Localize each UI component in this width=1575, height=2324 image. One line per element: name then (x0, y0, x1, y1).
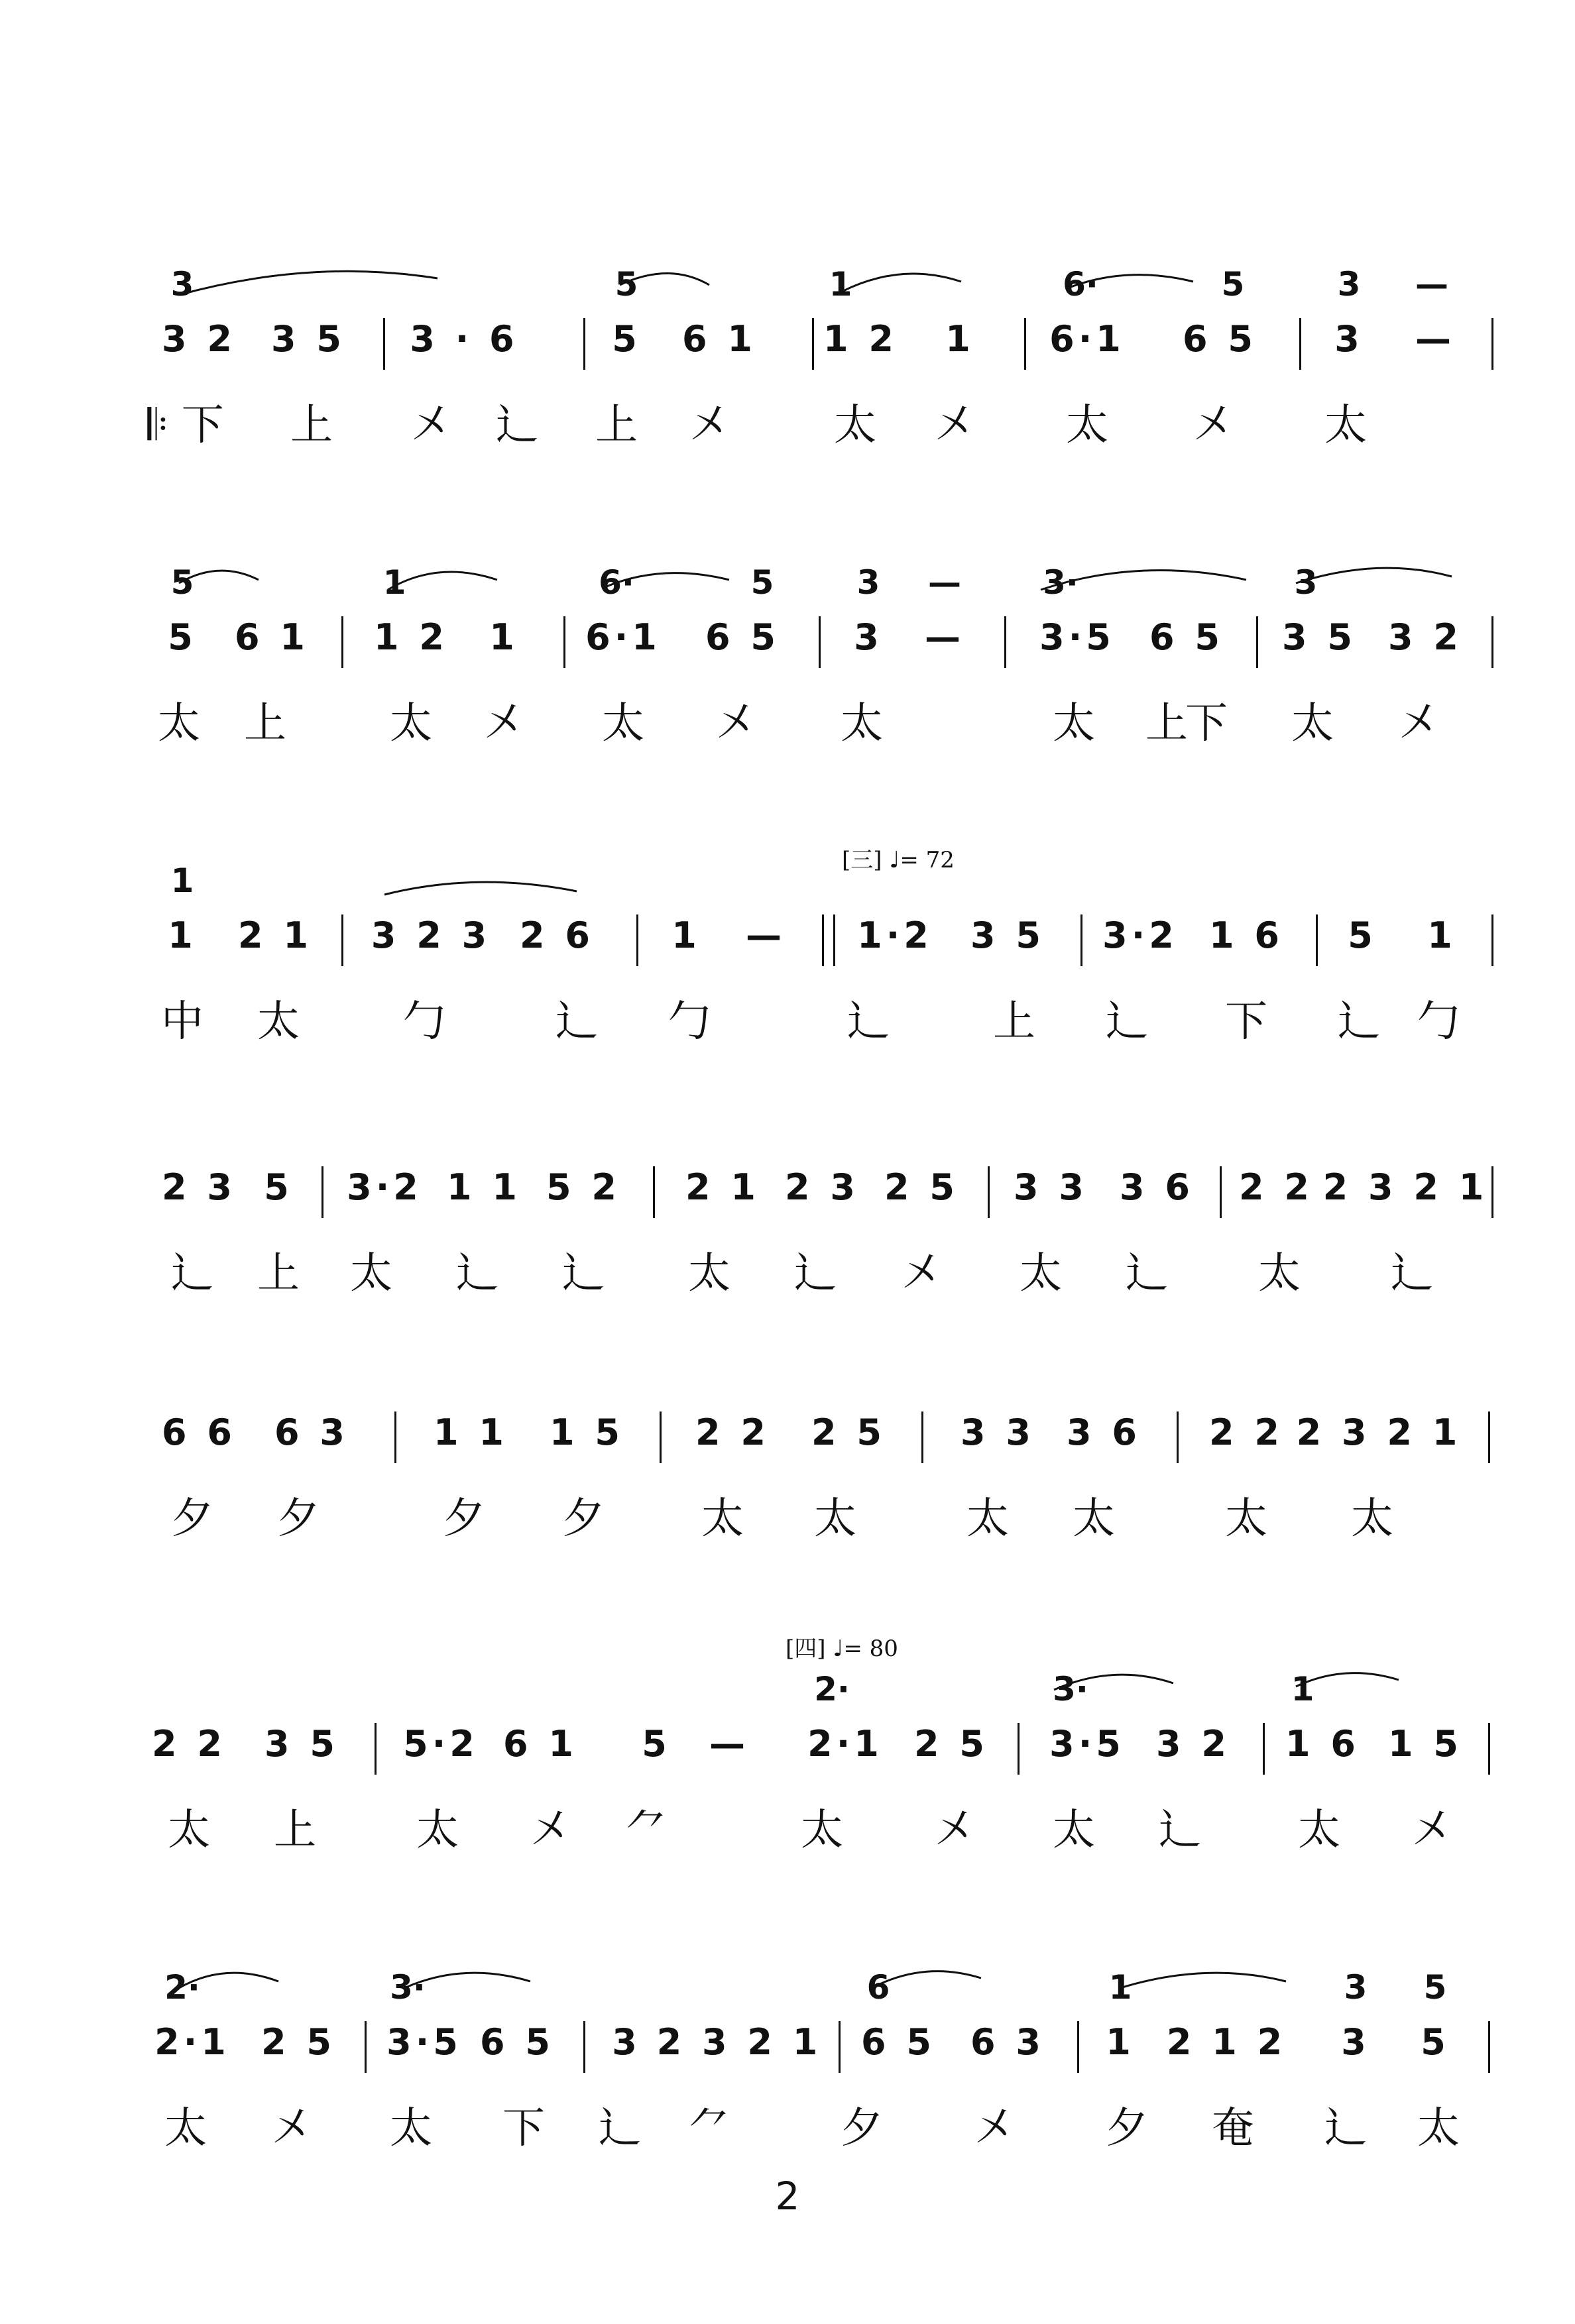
barline (365, 2021, 367, 2073)
upper-note: 5 (750, 563, 774, 602)
note-group: 6·1 (1049, 318, 1125, 360)
tablature-glyph: 太 (350, 1249, 392, 1298)
tablature-glyph: ⻌ (599, 2104, 641, 2153)
note-group: 2 6 (520, 914, 594, 956)
note-group: 2 5 (884, 1166, 959, 1208)
note-group: 1 (168, 914, 197, 956)
tablature-glyph: 夕 (277, 1494, 320, 1543)
tablature-glyph: 上 (290, 401, 333, 450)
note-group: — (1415, 318, 1455, 360)
tablature-glyph: 中 (161, 997, 204, 1046)
barline (1220, 1166, 1222, 1218)
upper-note: 3 (1294, 563, 1318, 602)
barline (1491, 318, 1493, 370)
tablature-glyph: 㐅 (1397, 699, 1440, 748)
note-group: 3 3 (961, 1411, 1035, 1453)
tablature-glyph: 太 (390, 699, 432, 748)
note-group: 1 (1427, 914, 1456, 956)
note-group: 1 (671, 914, 701, 956)
upper-note: 3 (170, 265, 194, 304)
note-group: 2·1 (807, 1723, 883, 1765)
note-group: 1 (1106, 2021, 1135, 2063)
note-group: 1 (945, 318, 974, 360)
note-group: 5·2 (403, 1723, 479, 1765)
note-group: 6 3 (274, 1411, 349, 1453)
page-number: 2 (775, 2174, 800, 2219)
note-group: 3 2 (1156, 1723, 1230, 1765)
barline (1080, 914, 1082, 966)
tablature-glyph: 勹 (1417, 997, 1460, 1046)
note-group: 3 5 (271, 318, 345, 360)
upper-note: 6· (599, 563, 634, 602)
tablature-glyph: 太 (1073, 1494, 1115, 1543)
note-group: 3·5 (386, 2021, 462, 2063)
tablature-glyph: 㐅 (270, 2104, 313, 2153)
section-tempo-mark: [三] ♩= 72 (842, 847, 955, 873)
tablature-glyph: 下 (1225, 997, 1267, 1046)
tablature-glyph: 下 (1185, 699, 1228, 748)
note-group: 3 (1334, 318, 1364, 360)
tablature-glyph: 㐅 (715, 699, 757, 748)
barline (341, 914, 343, 966)
tablature-glyph: 太 (1298, 1806, 1340, 1855)
barline (1491, 1166, 1493, 1218)
tablature-glyph: ⻌ (1391, 1249, 1433, 1298)
note-group: 6·1 (585, 616, 661, 658)
barline (583, 2021, 585, 2073)
upper-note: — (1415, 265, 1448, 304)
barline (653, 1166, 655, 1218)
tablature-glyph: ⻌ (794, 1249, 837, 1298)
note-group: 3 6 (1067, 1411, 1141, 1453)
upper-note: 1 (829, 265, 852, 304)
tablature-glyph: ⻌ (1338, 997, 1380, 1046)
tablature-glyph: 勹 (403, 997, 445, 1046)
tablature-glyph: 太 (158, 699, 200, 748)
upper-note: 1 (1108, 1968, 1132, 2007)
note-group: 2 1 (238, 914, 312, 956)
note-group: 5 (642, 1723, 671, 1765)
barline (563, 616, 565, 668)
tablature-glyph: 㐅 (529, 1806, 571, 1855)
double-barline (822, 914, 835, 966)
barline (988, 1166, 990, 1218)
note-group: 2 1 (685, 1166, 760, 1208)
tablature-glyph: 勹 (668, 997, 711, 1046)
tablature-glyph: 太 (1417, 2104, 1460, 2153)
tablature-glyph: 太 (1225, 1494, 1267, 1543)
tablature-glyph: 太 (1020, 1249, 1062, 1298)
note-group: 3 (854, 616, 883, 658)
note-group: 3 6 (1120, 1166, 1194, 1208)
upper-note: 1 (1291, 1670, 1314, 1708)
tablature-glyph: 夕 (171, 1494, 213, 1543)
tablature-glyph: 㐅 (900, 1249, 943, 1298)
tablature-glyph: 㐅 (933, 401, 976, 450)
upper-note: 3 (856, 563, 880, 602)
barline (1488, 2021, 1490, 2073)
upper-note: 5 (614, 265, 638, 304)
barline (583, 318, 585, 370)
tablature-glyph: 奄 (1212, 2104, 1254, 2153)
note-group: 6 5 (1149, 616, 1224, 658)
note-group: 3 · 6 (410, 318, 518, 360)
tablature-glyph: ⻌ (562, 1249, 605, 1298)
tablature-glyph: 夕 (443, 1494, 485, 1543)
note-group: 1 6 (1285, 1723, 1360, 1765)
note-group: 3 (1341, 2021, 1370, 2063)
note-group: 5 (1421, 2021, 1450, 2063)
tablature-glyph: 太 (1351, 1494, 1393, 1543)
tablature-glyph: 太 (257, 997, 300, 1046)
upper-note: 6· (1063, 265, 1098, 304)
upper-note: 2· (164, 1968, 200, 2007)
tablature-glyph: 㐅 (483, 699, 525, 748)
note-group: 1 5 (550, 1411, 624, 1453)
tablature-glyph: 上 (244, 699, 286, 748)
upper-note: 3· (1053, 1670, 1088, 1708)
note-group: 3 5 (264, 1723, 339, 1765)
tablature-glyph: 㐅 (410, 401, 452, 450)
upper-note: 5 (1221, 265, 1245, 304)
tablature-glyph: 太 (168, 1806, 210, 1855)
note-group: 3 5 (1282, 616, 1356, 658)
barline (819, 616, 821, 668)
barline (812, 318, 814, 370)
note-group: 6 6 (162, 1411, 236, 1453)
barline (1077, 2021, 1079, 2073)
tablature-glyph: ⻌ (1324, 2104, 1367, 2153)
note-group: 2 1 2 (1166, 2021, 1287, 2063)
note-group: 2 3 (162, 1166, 236, 1208)
barline (636, 914, 638, 966)
note-group: 5 (1348, 914, 1377, 956)
upper-note: — (928, 563, 961, 602)
tablature-glyph: 𝄆 下 (147, 401, 224, 450)
note-group: 2 2 (1239, 1166, 1313, 1208)
barline (660, 1411, 662, 1463)
note-group: 5 2 (546, 1166, 620, 1208)
tablature-glyph: 夕 (562, 1494, 605, 1543)
note-group: 3 3 (1014, 1166, 1088, 1208)
tablature-glyph: ⻌ (555, 997, 598, 1046)
tablature-glyph: ⺈ (688, 2104, 730, 2153)
barline (1316, 914, 1318, 966)
tablature-glyph: 太 (701, 1494, 744, 1543)
note-group: 1 1 (447, 1166, 521, 1208)
tablature-glyph: 上 (257, 1249, 300, 1298)
barline (1491, 914, 1493, 966)
tablature-glyph: ⻌ (171, 1249, 213, 1298)
barline (1177, 1411, 1179, 1463)
tablature-glyph: 㐅 (1192, 401, 1234, 450)
barline (394, 1411, 396, 1463)
barline (1024, 318, 1026, 370)
note-group: 2 2 (152, 1723, 226, 1765)
barline (1256, 616, 1258, 668)
note-group: — (709, 1723, 749, 1765)
note-group: 5 (168, 616, 197, 658)
upper-note: 1 (170, 861, 194, 900)
barline (341, 616, 343, 668)
tablature-glyph: 㐅 (933, 1806, 976, 1855)
barline (1004, 616, 1006, 668)
note-group: 3·2 (347, 1166, 422, 1208)
note-group: 5 (264, 1166, 293, 1208)
barline (1488, 1723, 1490, 1775)
note-group: 1 2 (823, 318, 898, 360)
tablature-glyph: 上 (1145, 699, 1188, 748)
tablature-glyph: 夕 (1106, 2104, 1148, 2153)
tablature-glyph: 上 (595, 401, 638, 450)
note-group: 1 1 (434, 1411, 508, 1453)
upper-note: 6 (866, 1968, 890, 2007)
upper-note: 2· (814, 1670, 850, 1708)
barline (1488, 1411, 1490, 1463)
tablature-glyph: 太 (164, 2104, 207, 2153)
note-group: 2 5 (811, 1411, 886, 1453)
note-group: 2 3 (785, 1166, 859, 1208)
tablature-glyph: ⻌ (1159, 1806, 1201, 1855)
tablature-glyph: 太 (1053, 1806, 1095, 1855)
tablature-glyph: 太 (1291, 699, 1334, 748)
note-group: 1 6 (1209, 914, 1283, 956)
upper-note: 5 (170, 563, 194, 602)
note-group: 6 1 (235, 616, 309, 658)
tablature-glyph: 㐅 (688, 401, 730, 450)
note-group: 5 (612, 318, 641, 360)
tablature-glyph: 上 (274, 1806, 316, 1855)
tablature-glyph: 夕 (841, 2104, 883, 2153)
note-group: 3 2 3 (371, 914, 491, 956)
barline (321, 1166, 323, 1218)
note-group: 1 2 (374, 616, 448, 658)
tablature-glyph: 太 (390, 2104, 432, 2153)
note-group: 2 5 (261, 2021, 335, 2063)
tablature-glyph: 太 (688, 1249, 730, 1298)
tablature-glyph: 㐅 (973, 2104, 1016, 2153)
barline (1263, 1723, 1265, 1775)
tablature-glyph: ⻌ (1106, 997, 1148, 1046)
note-group: 3 5 (970, 914, 1045, 956)
note-group: 6 5 (1183, 318, 1257, 360)
note-group: 2·1 (154, 2021, 230, 2063)
tablature-glyph: 㐅 (1411, 1806, 1453, 1855)
upper-note: 3 (1337, 265, 1361, 304)
note-group: 2 3 2 1 (656, 2021, 822, 2063)
tablature-glyph: 太 (1324, 401, 1367, 450)
tablature-glyph: ⻌ (496, 401, 538, 450)
upper-note: 3· (390, 1968, 426, 2007)
barline (1299, 318, 1301, 370)
tablature-glyph: ⻌ (847, 997, 890, 1046)
tablature-glyph: 太 (1258, 1249, 1301, 1298)
tablature-glyph: 太 (814, 1494, 856, 1543)
barline (1491, 616, 1493, 668)
upper-note: 1 (382, 563, 406, 602)
note-group: 3 2 (162, 318, 236, 360)
tablature-glyph: 太 (602, 699, 644, 748)
note-group: 3·2 (1102, 914, 1178, 956)
note-group: 6 1 (682, 318, 756, 360)
tablature-glyph: 太 (834, 401, 876, 450)
tablature-glyph: ⻌ (1126, 1249, 1168, 1298)
note-group: 3 (612, 2021, 641, 2063)
note-group: 2 2 (1209, 1411, 1283, 1453)
upper-note: 5 (1423, 1968, 1447, 2007)
tablature-glyph: 下 (502, 2104, 545, 2153)
note-group: 6 3 (970, 2021, 1045, 2063)
tablature-glyph: 太 (1053, 699, 1095, 748)
note-group: 1 5 (1388, 1723, 1462, 1765)
note-group: 1·2 (857, 914, 933, 956)
upper-note: 3 (1344, 1968, 1368, 2007)
tablature-glyph: 太 (1066, 401, 1108, 450)
note-group: 6 5 (480, 2021, 554, 2063)
note-group: 6 5 (705, 616, 780, 658)
barline (375, 1723, 377, 1775)
barline (1018, 1723, 1020, 1775)
tablature-glyph: 太 (966, 1494, 1009, 1543)
tablature-glyph: ⺈ (625, 1806, 668, 1855)
tablature-glyph: 太 (416, 1806, 459, 1855)
note-group: 2 3 2 1 (1296, 1411, 1462, 1453)
note-group: 2 5 (914, 1723, 988, 1765)
note-group: 1 (489, 616, 518, 658)
note-group: 2 2 (695, 1411, 770, 1453)
tablature-glyph: 太 (801, 1806, 843, 1855)
upper-note: 3· (1043, 563, 1079, 602)
tablature-glyph: 太 (841, 699, 883, 748)
note-group: — (746, 914, 786, 956)
note-group: 3·5 (1049, 1723, 1125, 1765)
note-group: 6 1 (503, 1723, 577, 1765)
barline (839, 2021, 841, 2073)
note-group: 3·5 (1039, 616, 1115, 658)
note-group: 2 3 2 1 (1322, 1166, 1488, 1208)
note-group: — (925, 616, 964, 658)
note-group: 3 2 (1388, 616, 1462, 658)
barline (921, 1411, 923, 1463)
note-group: 6 5 (861, 2021, 935, 2063)
barline (383, 318, 385, 370)
tablature-glyph: ⻌ (456, 1249, 498, 1298)
tablature-glyph: 上 (993, 997, 1035, 1046)
section-tempo-mark: [四] ♩= 80 (786, 1635, 898, 1662)
